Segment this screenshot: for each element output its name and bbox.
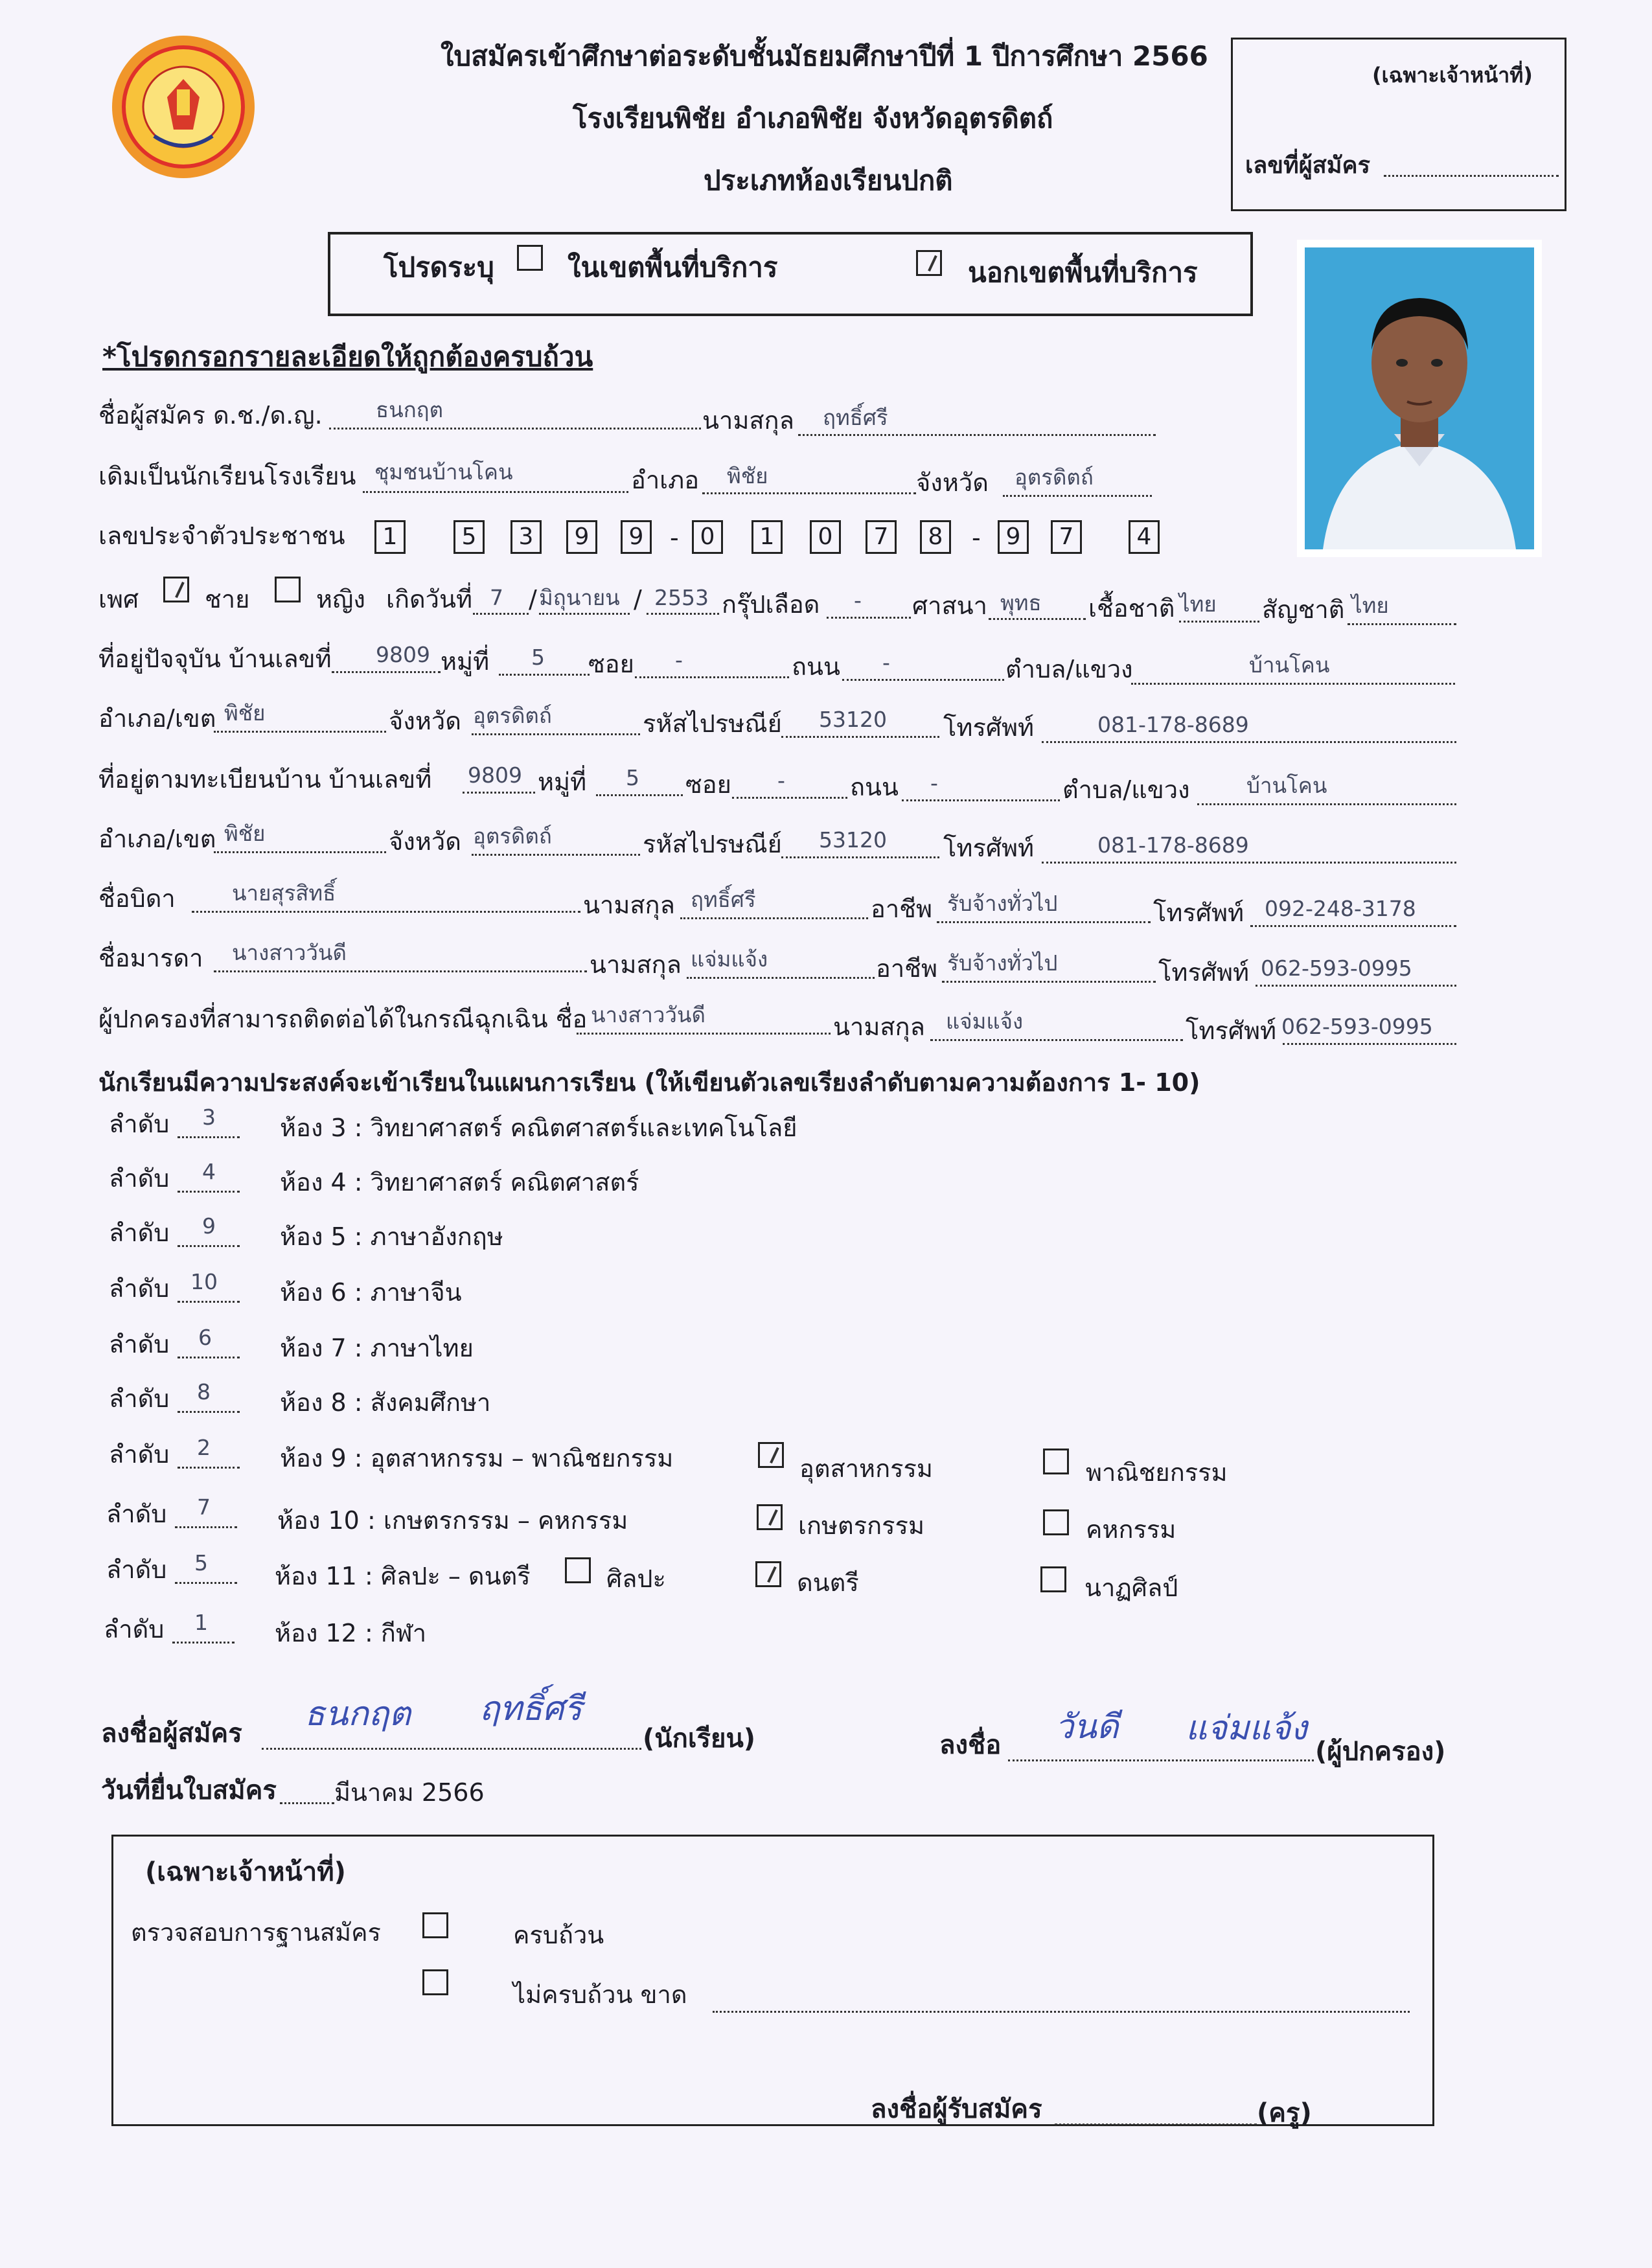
thai-dance-label: นาฏศิลป์ <box>1084 1574 1178 1602</box>
mother-phone-line <box>1256 985 1456 987</box>
official-title: (เฉพาะเจ้าหน้าที่) <box>145 1857 346 1887</box>
reg-house-label: ที่อยู่ตามทะเบียนบ้าน บ้านเลขที่ <box>98 765 432 794</box>
plan-order-label: ลำดับ <box>109 1440 170 1469</box>
cur-soi-value[interactable]: - <box>675 647 683 672</box>
male-label: ชาย <box>205 585 250 613</box>
id-digit-9[interactable]: 7 <box>866 520 897 554</box>
cur-house-label: ที่อยู่ปัจจุบัน บ้านเลขที่ <box>98 645 332 673</box>
reg-subdistrict-value[interactable]: บ้านโคน <box>1246 773 1327 798</box>
outside-area-checkbox[interactable] <box>916 250 942 276</box>
art-label: ศิลปะ <box>606 1564 666 1593</box>
commerce-checkbox[interactable] <box>1043 1449 1069 1474</box>
applicant-signature-1[interactable]: ธนกฤต <box>304 1695 411 1734</box>
surname-value[interactable]: ฤทธิ์ศรี <box>823 405 888 430</box>
first-name-line <box>329 428 701 430</box>
reg-postal-line <box>781 856 939 858</box>
reg-province-label: จังหวัด <box>389 827 461 856</box>
reg-district-value[interactable]: พิชัย <box>224 821 266 846</box>
school-seal-logo <box>109 32 258 181</box>
incomplete-checkbox[interactable] <box>422 1969 448 1995</box>
plan-label: ห้อง 10 : เกษตรกรรม – คหกรรม <box>277 1506 628 1535</box>
plan-order-label: ลำดับ <box>109 1219 170 1247</box>
plan-order-line <box>175 1526 237 1528</box>
father-job-value[interactable]: รับจ้างทั่วไป <box>947 891 1058 916</box>
instruction-text: *โปรดกรอกรายละเอียดให้ถูกต้องครบถ้วน <box>102 341 593 372</box>
cur-province-line <box>472 733 640 735</box>
classroom-type: ประเภทห้องเรียนปกติ <box>704 165 953 196</box>
prev-district-value[interactable]: พิชัย <box>727 463 768 488</box>
plan-label: ห้อง 5 : ภาษาอังกฤษ <box>280 1222 503 1251</box>
reg-district-line <box>214 851 386 853</box>
industry-checkbox[interactable] <box>758 1442 784 1468</box>
prev-province-line <box>1003 495 1152 497</box>
cur-subdistrict-line <box>1131 683 1455 685</box>
cur-subdistrict-label: ตำบล/แขวง <box>1005 655 1133 683</box>
applicant-sign-label: ลงชื่อผู้สมัคร <box>101 1719 242 1748</box>
race-label: เชื้อชาติ <box>1088 594 1175 623</box>
missing-items-field[interactable] <box>713 2011 1410 2013</box>
guardian-sign-line <box>1008 1759 1314 1761</box>
mother-job-label: อาชีพ <box>876 954 937 983</box>
plan-order-line <box>178 1357 240 1358</box>
industry-label: อุตสาหกรรม <box>799 1454 933 1483</box>
reg-moo-line <box>596 794 683 796</box>
plan-rank-value[interactable]: 6 <box>198 1325 212 1350</box>
art-checkbox[interactable] <box>565 1557 591 1583</box>
applicant-name-label: ชื่อผู้สมัคร ด.ช./ด.ญ. <box>98 401 323 430</box>
cur-house-value[interactable]: 9809 <box>376 642 430 667</box>
guardian-signature-1[interactable]: วันดี <box>1055 1708 1119 1747</box>
cur-house-line <box>332 671 441 673</box>
id-digit-10[interactable]: 8 <box>920 520 951 554</box>
father-job-line <box>937 921 1151 923</box>
plan-order-label: ลำดับ <box>109 1164 170 1193</box>
reg-road-value[interactable]: - <box>930 770 938 796</box>
surname-line <box>798 434 1156 436</box>
cur-district-value[interactable]: พิชัย <box>224 700 266 726</box>
cur-province-label: จังหวัด <box>389 707 461 735</box>
birth-year-value[interactable]: 2553 <box>654 585 709 610</box>
guardian-name-value[interactable]: นางสาววันดี <box>591 1002 706 1027</box>
school-name: โรงเรียนพิชัย อำเภอพิชัย จังหวัดอุตรดิตถ์ <box>573 102 1053 134</box>
music-checkbox[interactable] <box>755 1561 781 1587</box>
plan-order-line <box>178 1467 240 1469</box>
cur-road-value[interactable]: - <box>882 650 890 675</box>
agri-label: เกษตรกรรม <box>798 1511 925 1540</box>
home-checkbox[interactable] <box>1043 1509 1069 1535</box>
mother-name-line <box>214 970 587 972</box>
birth-day-line <box>473 613 529 615</box>
father-phone-value[interactable]: 092-248-3178 <box>1265 896 1416 921</box>
cur-moo-label: หมู่ที่ <box>441 647 490 676</box>
cur-postal-label: รหัสไปรษณีย์ <box>643 709 782 738</box>
father-surname-line <box>680 917 868 919</box>
prev-province-value[interactable]: อุตรดิตถ์ <box>1015 464 1094 490</box>
id-digit-6[interactable]: 0 <box>692 520 723 554</box>
birth-month-value[interactable]: มิถุนายน <box>539 585 620 610</box>
guardian-sign-label: ลงชื่อ <box>939 1730 1002 1760</box>
doc-check-label: ตรวจสอบการฐานสมัคร <box>131 1918 381 1947</box>
plan-order-label: ลำดับ <box>109 1274 170 1303</box>
guardian-phone-line <box>1283 1043 1456 1045</box>
id-label: เลขประจำตัวประชาชน <box>98 521 345 550</box>
plan-order-line <box>178 1301 240 1303</box>
plan-rank-value[interactable]: 10 <box>190 1269 218 1294</box>
reg-subdistrict-label: ตำบล/แขวง <box>1062 775 1190 804</box>
id-separator: - <box>972 523 981 552</box>
religion-line <box>989 618 1086 620</box>
plan-order-line <box>175 1582 237 1584</box>
plan-order-line <box>178 1191 240 1193</box>
outside-area-label: นอกเขตพื้นที่บริการ <box>968 257 1198 288</box>
agri-checkbox[interactable] <box>757 1504 783 1530</box>
father-job-label: อาชีพ <box>871 895 932 923</box>
nationality-value[interactable]: ไทย <box>1351 593 1389 618</box>
receiver-role: (ครู) <box>1257 2098 1312 2128</box>
official-only-label: (เฉพาะเจ้าหน้าที่) <box>1372 63 1533 87</box>
plan-order-line <box>178 1245 240 1247</box>
nationality-label: สัญชาติ <box>1262 595 1345 624</box>
reg-moo-value[interactable]: 5 <box>626 765 639 790</box>
plan-rank-value[interactable]: 1 <box>194 1610 208 1635</box>
cur-road-label: ถนน <box>792 652 840 681</box>
father-name-line <box>192 911 580 913</box>
plan-label: ห้อง 12 : กีฬา <box>275 1619 427 1647</box>
cur-phone-label: โทรศัพท์ <box>943 713 1035 742</box>
submit-date-label: วันที่ยื่นใบสมัคร <box>101 1776 277 1805</box>
specify-label: โปรดระบุ <box>384 251 494 283</box>
reg-soi-line <box>732 797 847 799</box>
plan-order-label: ลำดับ <box>109 1384 170 1413</box>
first-name-value[interactable]: ธนกฤต <box>376 397 444 422</box>
mother-surname-value[interactable]: แจ่มแจ้ง <box>691 946 768 972</box>
commerce-label: พาณิชยกรรม <box>1086 1458 1228 1487</box>
plan-order-label: ลำดับ <box>109 1110 170 1138</box>
inside-area-label: ในเขตพื้นที่บริการ <box>568 251 778 283</box>
plan-order-line <box>178 1136 240 1138</box>
plan-order-line <box>172 1642 235 1644</box>
plan-order-label: ลำดับ <box>106 1500 167 1528</box>
blood-line <box>827 617 911 619</box>
plan-rank-value[interactable]: 7 <box>197 1495 211 1520</box>
plan-label: ห้อง 6 : ภาษาจีน <box>280 1278 462 1307</box>
plan-label: ห้อง 3 : วิทยาศาสตร์ คณิตศาสตร์และเทคโนโลยี <box>280 1114 797 1142</box>
cur-district-line <box>214 731 386 733</box>
cur-moo-value[interactable]: 5 <box>531 645 545 670</box>
birth-year-line <box>647 613 719 615</box>
plan-rank-value[interactable]: 3 <box>202 1105 216 1130</box>
father-phone-label: โทรศัพท์ <box>1153 899 1245 927</box>
submit-date-line <box>280 1802 334 1804</box>
birth-sep-1: / <box>529 585 537 613</box>
reg-district-label: อำเภอ/เขต <box>98 825 216 853</box>
id-digit-1[interactable]: 1 <box>374 520 406 554</box>
prev-district-label: อำเภอ <box>631 466 700 494</box>
birth-sep-2: / <box>634 585 642 613</box>
cur-phone-line <box>1042 741 1456 743</box>
religion-label: ศาสนา <box>912 591 987 620</box>
incomplete-label: ไม่ครบถ้วน ขาด <box>513 1980 687 2009</box>
inside-area-checkbox[interactable] <box>517 245 543 271</box>
home-label: คหกรรม <box>1086 1515 1176 1544</box>
reg-subdistrict-line <box>1197 803 1456 805</box>
complete-label: ครบถ้วน <box>513 1921 604 1949</box>
cur-road-line <box>842 679 1004 681</box>
id-separator: - <box>670 523 679 552</box>
plan-label: ห้อง 4 : วิทยาศาสตร์ คณิตศาสตร์ <box>280 1168 639 1197</box>
cur-subdistrict-value[interactable]: บ้านโคน <box>1249 652 1330 678</box>
plan-order-label: ลำดับ <box>106 1555 167 1584</box>
reg-province-line <box>472 854 640 856</box>
id-digit-13[interactable]: 4 <box>1129 520 1160 554</box>
birth-label: เกิดวันที่ <box>386 585 473 613</box>
mother-label: ชื่อมารดา <box>98 944 203 972</box>
mother-job-line <box>942 981 1156 983</box>
cur-soi-line <box>635 676 789 678</box>
sex-label: เพศ <box>98 585 139 613</box>
applicant-role: (นักเรียน) <box>643 1724 756 1754</box>
mother-surname-line <box>687 977 875 979</box>
prev-school-line <box>363 491 628 493</box>
cur-phone-value[interactable]: 081-178-8689 <box>1097 712 1249 737</box>
surname-label: นามสกุล <box>702 406 794 435</box>
nationality-line <box>1348 623 1456 625</box>
guardian-role: (ผู้ปกครอง) <box>1315 1737 1446 1767</box>
reg-soi-value[interactable]: - <box>777 768 785 793</box>
guardian-phone-label: โทรศัพท์ <box>1186 1016 1277 1045</box>
guardian-phone-value[interactable]: 062-593-0995 <box>1281 1014 1433 1039</box>
male-checkbox[interactable] <box>163 577 189 602</box>
plan-rank-value[interactable]: 4 <box>202 1159 216 1184</box>
id-digit-12[interactable]: 7 <box>1051 520 1082 554</box>
religion-value[interactable]: พุทธ <box>1000 590 1042 615</box>
cur-postal-value[interactable]: 53120 <box>819 707 887 732</box>
blood-label: กรุ๊ปเลือด <box>722 590 820 619</box>
applicant-signature-2[interactable]: ฤทธิ์ศรี <box>479 1690 582 1728</box>
reg-phone-label: โทรศัพท์ <box>943 834 1035 862</box>
reg-moo-label: หมู่ที่ <box>538 768 587 796</box>
plan-label: ห้อง 7 : ภาษาไทย <box>280 1334 474 1362</box>
plan-rank-value[interactable]: 5 <box>194 1550 208 1575</box>
reg-soi-label: ซอย <box>685 770 731 799</box>
cur-soi-label: ซอย <box>588 650 634 678</box>
plan-rank-value[interactable]: 9 <box>202 1213 216 1239</box>
birth-month-line <box>539 613 630 615</box>
cur-district-label: อำเภอ/เขต <box>98 704 216 733</box>
reg-postal-value[interactable]: 53120 <box>819 827 887 853</box>
birth-day-value[interactable]: 7 <box>490 585 503 610</box>
guardian-name-line <box>577 1033 831 1035</box>
id-digit-3[interactable]: 3 <box>511 520 542 554</box>
guardian-surname-line <box>930 1039 1183 1041</box>
id-digit-2[interactable]: 5 <box>453 520 485 554</box>
complete-checkbox[interactable] <box>422 1912 448 1938</box>
form-title: ใบสมัครเข้าศึกษาต่อระดับชั้นมัธยมศึกษาปีที่ 1 ปีการศึกษา 2566 <box>441 40 1208 72</box>
cur-postal-line <box>781 736 939 738</box>
thai-dance-checkbox[interactable] <box>1040 1566 1066 1592</box>
id-digit-4[interactable]: 9 <box>566 520 597 554</box>
id-digit-7[interactable]: 1 <box>751 520 783 554</box>
plan-rank-value[interactable]: 8 <box>197 1379 211 1404</box>
prev-district-line <box>702 492 916 494</box>
reg-province-value[interactable]: อุตรดิตถ์ <box>473 823 552 849</box>
father-phone-line <box>1250 925 1456 927</box>
plan-order-label: ลำดับ <box>109 1330 170 1358</box>
cur-province-value[interactable]: อุตรดิตถ์ <box>473 703 552 728</box>
mother-job-value[interactable]: รับจ้างทั่วไป <box>947 950 1058 976</box>
id-digit-8[interactable]: 0 <box>810 520 841 554</box>
plan-label: ห้อง 11 : ศิลปะ – ดนตรี <box>275 1562 531 1590</box>
reg-phone-line <box>1042 862 1456 864</box>
mother-name-value[interactable]: นางสาววันดี <box>232 940 347 965</box>
mother-phone-label: โทรศัพท์ <box>1158 958 1250 987</box>
plan-label: ห้อง 9 : อุตสาหกรรม – พาณิชยกรรม <box>280 1444 674 1472</box>
race-value[interactable]: ไทย <box>1179 591 1217 617</box>
female-checkbox[interactable] <box>275 577 301 602</box>
receiver-sign-field[interactable] <box>1055 2124 1257 2125</box>
applicant-sign-line <box>262 1748 641 1750</box>
guardian-surname-value[interactable]: แจ่มแจ้ง <box>946 1009 1024 1034</box>
plan-rank-value[interactable]: 2 <box>197 1435 211 1460</box>
plan-order-line <box>178 1411 240 1413</box>
mother-phone-value[interactable]: 062-593-0995 <box>1261 956 1412 981</box>
plan-label: ห้อง 8 : สังคมศึกษา <box>280 1388 491 1417</box>
applicant-number-label: เลขที่ผู้สมัคร <box>1245 152 1370 179</box>
id-digit-11[interactable]: 9 <box>998 520 1029 554</box>
guardian-label: ผู้ปกครองที่สามารถติดต่อได้ในกรณีฉุกเฉิน ชื่อ <box>98 1005 588 1033</box>
guardian-surname-label: นามสกุล <box>833 1013 925 1041</box>
plan-order-label: ลำดับ <box>104 1615 165 1644</box>
father-surname-label: นามสกุล <box>583 891 675 919</box>
reg-road-line <box>902 799 1060 801</box>
submit-date-value[interactable]: มีนาคม 2566 <box>334 1778 485 1807</box>
id-digit-5[interactable]: 9 <box>621 520 652 554</box>
reg-road-label: ถนน <box>850 773 899 801</box>
reg-house-line <box>463 792 535 794</box>
cur-moo-line <box>499 674 590 676</box>
reg-house-value[interactable]: 9809 <box>468 762 522 788</box>
reg-postal-label: รหัสไปรษณีย์ <box>643 830 782 858</box>
female-label: หญิง <box>316 585 365 613</box>
race-line <box>1179 621 1259 623</box>
blood-value[interactable]: - <box>854 588 862 613</box>
receiver-sign-label: ลงชื่อผู้รับสมัคร <box>871 2094 1042 2124</box>
applicant-number-field[interactable] <box>1384 175 1559 177</box>
prev-school-value[interactable]: ชุมชนบ้านโคน <box>374 459 513 485</box>
prev-province-label: จังหวัด <box>916 468 989 497</box>
mother-surname-label: นามสกุล <box>590 950 682 979</box>
father-label: ชื่อบิดา <box>98 884 176 913</box>
applicant-photo <box>1297 240 1542 557</box>
prev-school-label: เดิมเป็นนักเรียนโรงเรียน <box>98 462 356 490</box>
guardian-signature-2[interactable]: แจ่มแจ้ง <box>1186 1709 1307 1748</box>
plans-heading: นักเรียนมีความประสงค์จะเข้าเรียนในแผนการเรียน (ให้เขียนตัวเลขเรียงลำดับตามความต้องการ 1- 10) <box>98 1068 1200 1097</box>
father-surname-value[interactable]: ฤทธิ์ศรี <box>691 887 756 912</box>
music-label: ดนตรี <box>797 1568 859 1597</box>
father-name-value[interactable]: นายสุรสิทธิ์ <box>232 880 336 906</box>
reg-phone-value[interactable]: 081-178-8689 <box>1097 832 1249 858</box>
